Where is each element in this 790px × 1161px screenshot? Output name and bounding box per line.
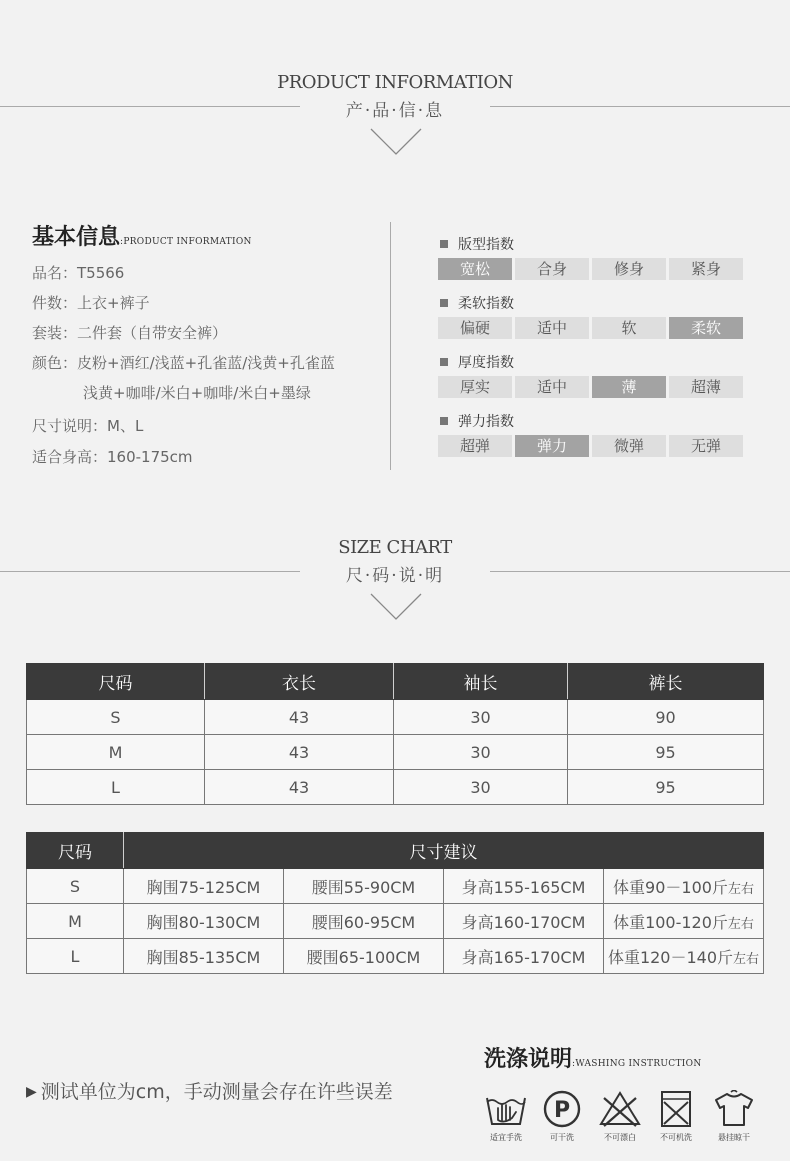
dry-clean-icon (540, 1090, 584, 1128)
table-row (27, 735, 764, 770)
product-info-title: PRODUCT INFORMATION (277, 72, 513, 93)
column-header: 袖长 (394, 664, 568, 700)
table-cell: 30 (394, 770, 568, 805)
no-machine-wash-icon (654, 1090, 698, 1128)
size-table (26, 663, 764, 805)
table-cell: 30 (394, 735, 568, 770)
info-pieces: 件数：上衣+裤子 (32, 294, 150, 312)
elasticity-index-label: 弹力指数 (458, 414, 514, 430)
vertical-divider (390, 222, 391, 470)
info-product-name: 品名：T5566 (32, 264, 125, 282)
table-cell: M (27, 735, 205, 770)
thickness-option: 厚实 (438, 376, 512, 398)
info-set: 套装：二件套（自带安全裤） (32, 324, 228, 342)
softness-option: 柔软 (669, 317, 743, 339)
wash-label: 可干洗 (550, 1133, 574, 1142)
info-height: 适合身高：160-175cm (32, 448, 193, 466)
fit-option: 合身 (515, 258, 589, 280)
thickness-index-label: 厚度指数 (458, 355, 514, 371)
square-bullet-icon (440, 299, 448, 307)
info-size: 尺寸说明：M、L (32, 417, 144, 435)
column-header: 尺码 (27, 664, 205, 700)
basic-info-title-en: :PRODUCT INFORMATION (120, 237, 252, 247)
table-cell (604, 939, 764, 974)
table-cell: 胸围85-135CM (124, 939, 284, 974)
size-chart-title: SIZE CHART (338, 537, 452, 558)
wash-item-no-machine-wash (648, 1090, 704, 1143)
softness-index-title (440, 293, 514, 313)
table-header-row (27, 833, 764, 869)
washing-title-en: :WASHING INSTRUCTION (572, 1059, 702, 1069)
column-header: 衣长 (205, 664, 394, 700)
table-cell: 30 (394, 700, 568, 735)
elasticity-option: 超弹 (438, 435, 512, 457)
thickness-option: 适中 (515, 376, 589, 398)
table-header-row (27, 664, 764, 700)
fit-option: 修身 (592, 258, 666, 280)
thickness-option: 薄 (592, 376, 666, 398)
column-header: 尺码 (27, 833, 124, 869)
table-cell: 43 (205, 770, 394, 805)
chevron-down-icon (370, 593, 422, 621)
fit-index-title (440, 234, 514, 254)
size-chart-subtitle: 尺·码·说·明 (345, 566, 445, 586)
table-cell: 腰围65-100CM (284, 939, 444, 974)
table-row (27, 869, 764, 904)
wash-label: 不可机洗 (660, 1133, 692, 1142)
table-cell: L (27, 770, 205, 805)
weight-text: 体重120－140斤 (607, 947, 734, 967)
table-cell: 43 (205, 700, 394, 735)
no-bleach-icon (598, 1090, 642, 1128)
info-colors-cont: 浅黄+咖啡/米白+咖啡/米白+墨绿 (83, 384, 311, 402)
wash-label: 不可漂白 (604, 1133, 636, 1142)
elasticity-index-title (440, 411, 514, 431)
square-bullet-icon (440, 240, 448, 248)
wash-item-hand-wash (478, 1090, 534, 1143)
wash-label: 适宜手洗 (490, 1133, 522, 1142)
table-cell: 胸围80-130CM (124, 904, 284, 939)
weight-suffix: 左右 (727, 881, 754, 897)
fit-index-label: 版型指数 (458, 237, 514, 253)
weight-suffix: 左右 (733, 951, 760, 967)
table-row (27, 770, 764, 805)
table-cell (604, 904, 764, 939)
table-cell: 腰围60-95CM (284, 904, 444, 939)
table-cell: 身高160-170CM (444, 904, 604, 939)
table-cell: S (27, 869, 124, 904)
triangle-bullet-icon: ▶ (26, 1084, 37, 1100)
elasticity-option: 微弹 (592, 435, 666, 457)
thickness-index-title (440, 352, 514, 372)
weight-text: 体重90－100斤 (613, 877, 728, 897)
elasticity-option: 弹力 (515, 435, 589, 457)
fit-option: 宽松 (438, 258, 512, 280)
table-cell: 腰围55-90CM (284, 869, 444, 904)
hand-wash-icon (484, 1090, 528, 1128)
washing-title-cn: 洗涤说明 (484, 1046, 573, 1072)
table-row (27, 904, 764, 939)
basic-info-title-cn: 基本信息 (32, 224, 121, 250)
square-bullet-icon (440, 358, 448, 366)
measurement-note-text: 测试单位为cm，手动测量会存在许些误差 (40, 1081, 393, 1103)
weight-text: 体重100-120斤 (613, 912, 728, 932)
fit-option: 紧身 (669, 258, 743, 280)
table-cell: 身高165-170CM (444, 939, 604, 974)
table-cell: 95 (568, 770, 764, 805)
table-cell: 95 (568, 735, 764, 770)
basic-info-title (32, 220, 252, 251)
wash-label: 悬挂晾干 (718, 1133, 750, 1142)
table-cell (604, 869, 764, 904)
product-info-subtitle: 产·品·信·息 (345, 101, 445, 121)
table-cell: 90 (568, 700, 764, 735)
table-row (27, 939, 764, 974)
column-header: 尺寸建议 (124, 833, 764, 869)
softness-option: 软 (592, 317, 666, 339)
table-cell: 身高155-165CM (444, 869, 604, 904)
hang-dry-icon (712, 1090, 756, 1128)
wash-item-dry-clean (534, 1090, 590, 1143)
table-cell: 胸围75-125CM (124, 869, 284, 904)
table-cell: M (27, 904, 124, 939)
table-cell: L (27, 939, 124, 974)
washing-title (484, 1042, 702, 1073)
table-row (27, 700, 764, 735)
softness-option: 适中 (515, 317, 589, 339)
softness-index-label: 柔软指数 (458, 296, 514, 312)
column-header: 裤长 (568, 664, 764, 700)
info-colors: 颜色：皮粉+酒红/浅蓝+孔雀蓝/浅黄+孔雀蓝 (32, 354, 335, 372)
softness-option: 偏硬 (438, 317, 512, 339)
thickness-option: 超薄 (669, 376, 743, 398)
weight-suffix: 左右 (727, 916, 754, 932)
square-bullet-icon (440, 417, 448, 425)
measurement-note (26, 1077, 393, 1104)
elasticity-option: 无弹 (669, 435, 743, 457)
table-cell: S (27, 700, 205, 735)
wash-item-hang-dry (706, 1090, 762, 1143)
size-suggestion-table (26, 832, 764, 974)
table-cell: 43 (205, 735, 394, 770)
chevron-down-icon (370, 128, 422, 156)
wash-item-no-bleach (592, 1090, 648, 1143)
svg-text:P: P (553, 1098, 571, 1123)
